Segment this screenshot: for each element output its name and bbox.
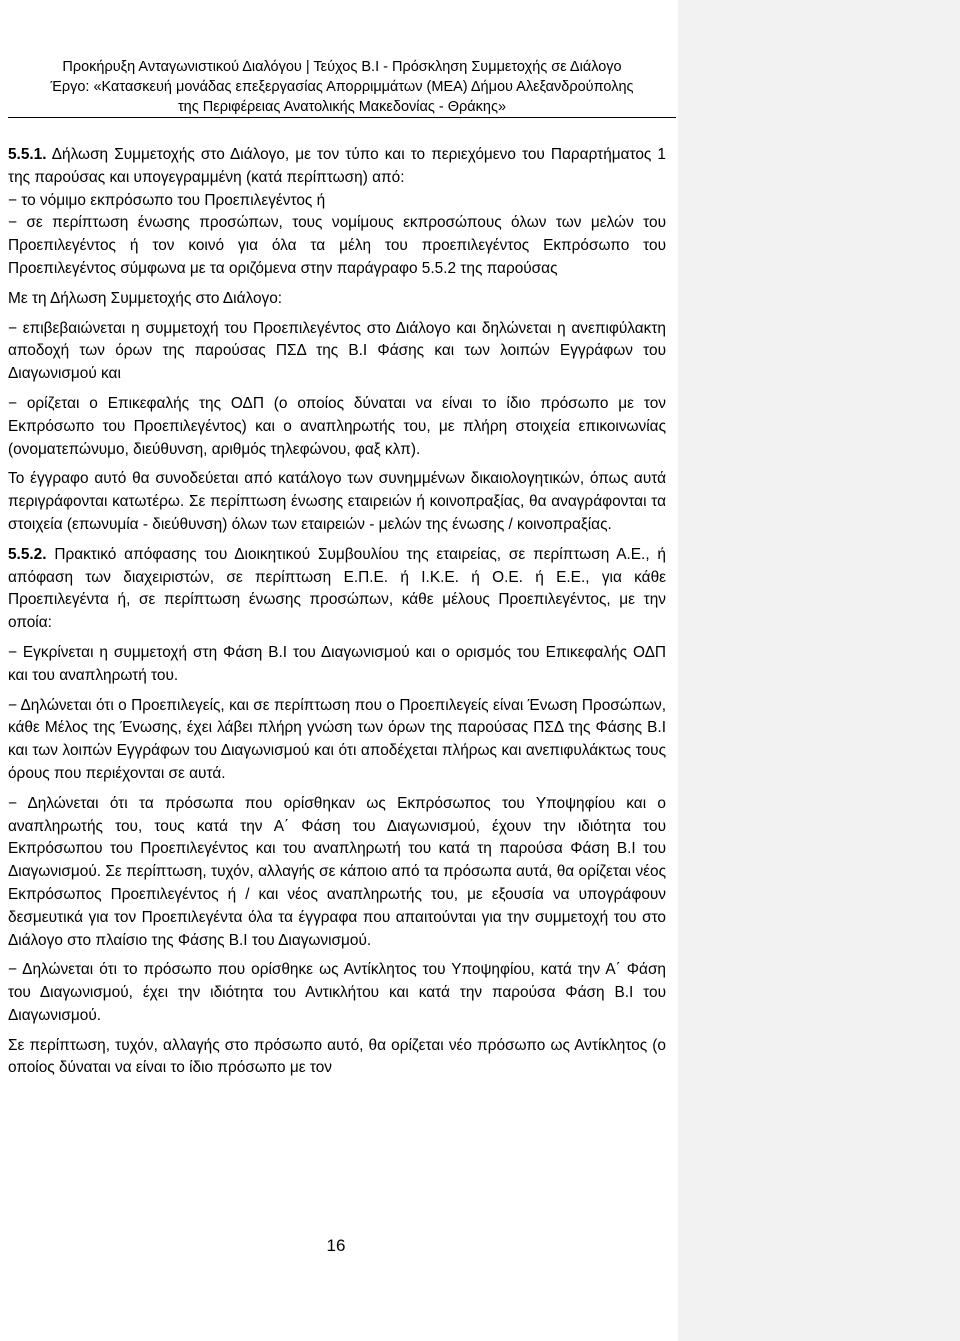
paragraph-5-5-2 xyxy=(8,544,666,635)
bullet-item: − ορίζεται ο Επικεφαλής της ΟΔΠ (ο οποίος δύναται να είναι το ίδιο πρόσωπο με τον Εκπρόσωπο του Προεπιλεγέντος) και ο αναπληρωτής του, με πλήρη στοιχεία επικοινωνίας (ονοματεπώνυμο, διεύθυνση, αριθμός τηλεφώνου, φαξ κλπ). xyxy=(8,394,666,458)
document-body xyxy=(8,144,666,1087)
header-line-2: Έργο: «Κατασκευή μονάδας επεξεργασίας Απορριμμάτων (ΜΕΑ) Δήμου Αλεξανδρούπολης xyxy=(50,79,634,95)
page-header xyxy=(8,57,676,117)
header-line-3: της Περιφέρειας Ανατολικής Μακεδονίας - Θράκης» xyxy=(177,99,507,115)
bullet-item: − Δηλώνεται ότι το πρόσωπο που ορίσθηκε ως Αντίκλητος του Υποψηφίου, κατά την Α΄ Φάση του Διαγωνισμού, έχει την ιδιότητα του Αντικλήτου και κατά την παρούσα Φάση Β.Ι του Διαγωνισμού. xyxy=(8,961,666,1024)
header-divider xyxy=(8,117,676,118)
paragraph-text: Πρακτικό απόφασης του Διοικητικού Συμβουλίου της εταιρείας, σε περίπτωση Α.Ε., ή απόφαση των διαχειριστών, σε περίπτωση Ε.Π.Ε. ή Ι.Κ.Ε. ή Ο.Ε. ή Ε.Ε., για κάθε Προεπιλεγέντα ή, σε περίπτωση ένωσης προσώπων, κάθε μέλους Προεπιλεγέντος, με την οποία: xyxy=(8,545,666,632)
paragraph-text: Δήλωση Συμμετοχής στο Διάλογο, με τον τύπο και το περιεχόμενο του Παραρτήματος 1 της παρούσας και υπογεγραμμένη (κατά περίπτωση) από: xyxy=(8,146,666,186)
bullet-item: − σε περίπτωση ένωσης προσώπων, τους νομίμους εκπροσώπους όλων των μελών του Προεπιλεγέντος ή τον κοινό για όλα τα μέλη του προεπιλεγέντος Εκπρόσωπο του Προεπιλεγέντος σύμφωνα με τα οριζόμενα στην παράγραφο 5.5.2 της παρούσας xyxy=(8,214,666,277)
page-number: 16 xyxy=(326,1236,346,1255)
paragraph: Το έγγραφο αυτό θα συνοδεύεται από κατάλογο των συνημμένων δικαιολογητικών, όπως αυτά περιγράφονται κατωτέρω. Σε περίπτωση ένωσης εταιρειών ή κοινοπραξίας, θα αναγράφονται τα στοιχεία (επωνυμία - διεύθυνση) όλων των εταιρειών - μελών της ένωσης / κοινοπραξίας. xyxy=(8,470,666,533)
bullet-item: − Δηλώνεται ότι ο Προεπιλεγείς, και σε περίπτωση που ο Προεπιλεγείς είναι Ένωση Προσώπων, κάθε Μέλος της Ένωσης, έχει λάβει πλήρη γνώση των όρων της παρούσας ΠΣΔ της Φάσης Β.Ι και των λοιπών Εγγράφων του Διαγωνισμού και ότι αποδέχεται πλήρως και ανεπιφυλάκτως τους όρους που περιέχονται σε αυτά. xyxy=(8,696,666,782)
bullet-item: − Εγκρίνεται η συμμετοχή στη Φάση Β.Ι του Διαγωνισμού και ο ορισμός του Επικεφαλής ΟΔΠ και του αναπληρωτή του. xyxy=(8,643,666,684)
header-line-1: Προκήρυξη Ανταγωνιστικού Διαλόγου | Τεύχος Β.Ι - Πρόσκληση Συμμετοχής σε Διάλογο xyxy=(62,59,622,75)
bullet-item: − Δηλώνεται ότι τα πρόσωπα που ορίσθηκαν ως Εκπρόσωπος του Υποψηφίου και ο αναπληρωτής του, τους κατά την Α΄ Φάση του Διαγωνισμού, έχουν την ιδιότητα του Εκπρόσωπου του Προεπιλεγέντος και του αναπληρωτή του κατά τη παρούσα Φάση Β.Ι του Διαγωνισμού. Σε περίπτωση, τυχόν, αλλαγής σε κάποιο από τα πρόσωπα αυτά, θα ορίζεται νέος Εκπρόσωπος Προεπιλεγέντος ή / και νέος αναπληρωτής του, με εξουσία να υπογράφουν δεσμευτικά για τον Προεπιλεγέντα όλα τα έγγραφα που απαιτούνται για την συμμετοχή του στο Διάλογο στο πλαίσιο της Φάσης Β.Ι του Διαγωνισμού. xyxy=(8,794,666,949)
comment-margin-pane xyxy=(678,0,960,1341)
paragraph: Σε περίπτωση, τυχόν, αλλαγής στο πρόσωπο αυτό, θα ορίζεται νέο πρόσωπο ως Αντίκλητος (ο οποίος δύναται να είναι το ίδιο πρόσωπο με τον xyxy=(8,1036,666,1077)
section-number: 5.5.2. xyxy=(8,545,47,563)
paragraph-5-5-1 xyxy=(8,144,666,190)
section-number: 5.5.1. xyxy=(8,146,47,163)
bullet-item: − το νόμιμο εκπρόσωπο του Προεπιλεγέντος ή xyxy=(8,191,326,209)
paragraph: Με τη Δήλωση Συμμετοχής στο Διάλογο: xyxy=(8,289,283,307)
bullet-item: − επιβεβαιώνεται η συμμετοχή του Προεπιλεγέντος στο Διάλογο και δηλώνεται η ανεπιφύλακτη αποδοχή των όρων της παρούσας ΠΣΔ της Β.Ι Φάσης και των λοιπών Εγγράφων του Διαγωνισμού και xyxy=(8,319,666,383)
